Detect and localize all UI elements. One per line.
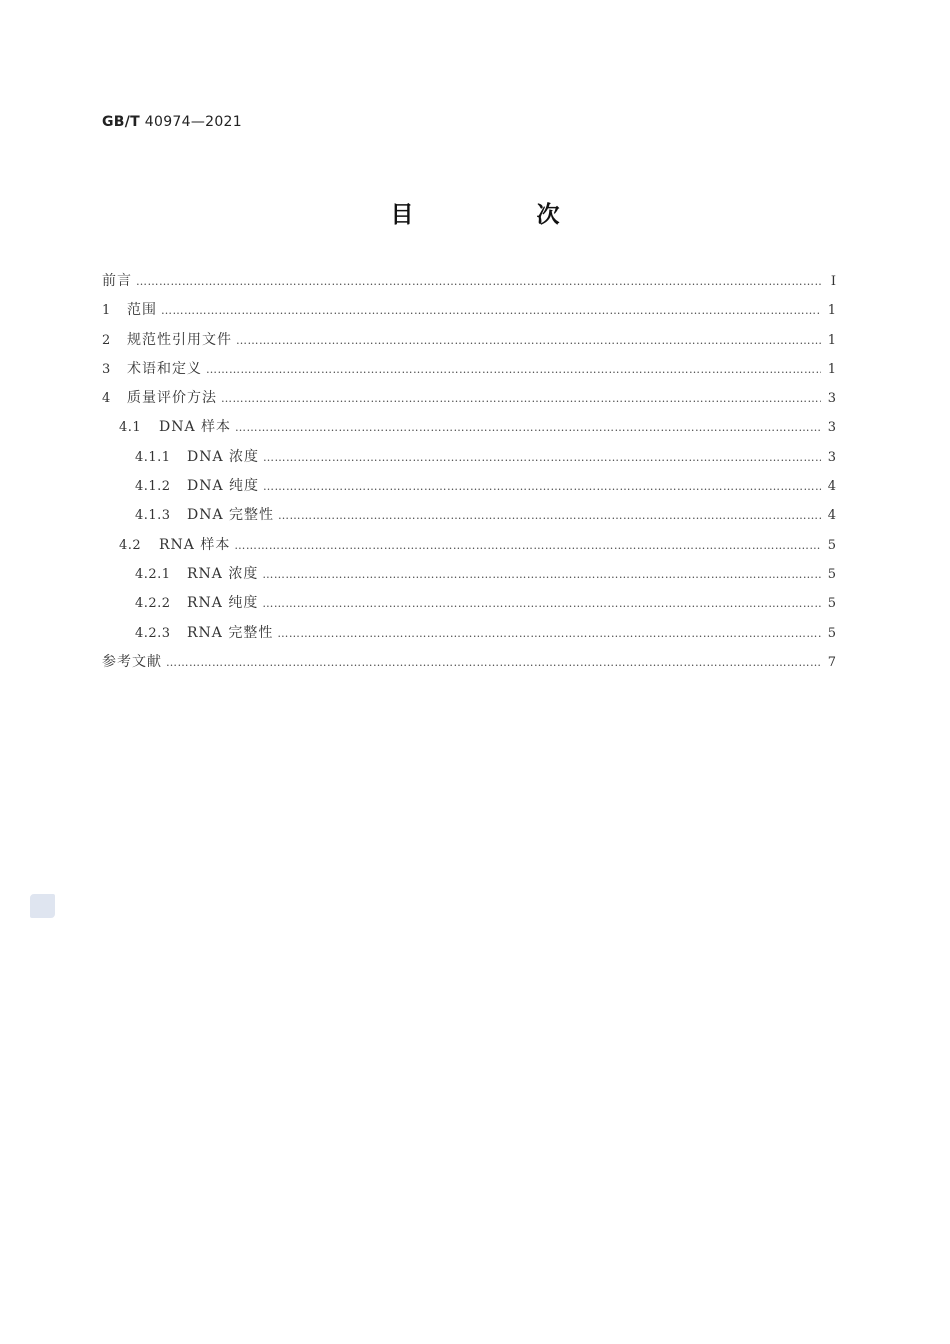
toc-dot-leader [262,568,821,581]
toc-entry[interactable] [102,446,837,475]
toc-entry[interactable] [102,592,837,621]
standard-code-prefix: GB/T [102,114,141,130]
toc-entry-page: 5 [827,537,837,553]
toc-entry-label: RNA 浓度 [187,565,259,582]
toc-entry-page: 3 [827,420,837,436]
toc-entry-page: 1 [827,303,837,319]
toc-entry-page: 5 [827,625,837,641]
toc-entry[interactable] [102,534,837,563]
toc-dot-leader [262,597,821,610]
toc-entry-label: DNA 浓度 [187,448,260,465]
toc-entry-label: 规范性引用文件 [127,331,232,348]
toc-entry-number: 4.2.1 [135,566,171,582]
toc-entry-label: RNA 纯度 [187,595,259,612]
toc-entry-page: 7 [827,654,837,670]
toc-entry-number: 4.2 [119,537,142,553]
toc-entry-number: 4.1.2 [135,479,171,495]
toc-entry-page: 1 [827,332,837,348]
toc-dot-leader [234,539,821,552]
toc-dot-leader [236,334,821,347]
toc-entry-page: Ⅰ [830,274,837,289]
toc-entry[interactable] [102,299,837,328]
toc-entry-number: 4.1 [119,420,142,436]
toc-entry[interactable] [102,475,837,504]
toc-entry[interactable] [102,358,837,387]
toc-entry-label: DNA 样本 [159,419,232,436]
standard-code [102,114,242,130]
toc-entry[interactable] [102,563,837,592]
toc-entry[interactable] [102,270,837,299]
toc-entry-page: 5 [827,566,837,582]
toc-entry-number: 2 [102,332,111,348]
toc-entry-label: 术语和定义 [127,360,202,377]
toc-dot-leader [161,304,821,317]
toc-entry-page: 4 [827,508,837,524]
toc-entry[interactable] [102,329,837,358]
toc-entry[interactable] [102,504,837,533]
toc-entry-label: 范围 [127,302,157,319]
toc-entry-number: 4.1.1 [135,449,171,465]
toc-entry-label: DNA 完整性 [187,507,275,524]
toc-entry-page: 3 [827,391,837,407]
standard-code-number: 40974—2021 [144,114,242,130]
toc-entry-number: 4.1.3 [135,508,171,524]
toc-dot-leader [277,627,821,640]
toc-dot-leader [136,275,821,288]
toc-dot-leader [263,480,821,493]
toc-dot-leader [263,451,821,464]
toc-title: 目 次 [390,202,610,228]
toc-entry-number: 3 [102,361,111,377]
table-of-contents [102,270,837,680]
toc-entry-page: 3 [827,449,837,465]
toc-entry-page: 5 [827,596,837,612]
toc-entry-number: 4.2.2 [135,596,171,612]
toc-entry-label: 前言 [102,273,132,289]
toc-dot-leader [278,509,821,522]
sac-logo-icon [30,894,55,918]
toc-entry[interactable] [102,416,837,445]
toc-entry-number: 4.2.3 [135,625,171,641]
toc-entry[interactable] [102,387,837,416]
toc-dot-leader [235,421,821,434]
toc-entry-number: 1 [102,303,111,319]
toc-entry-label: 参考文献 [102,653,162,670]
toc-entry-label: 质量评价方法 [127,390,217,407]
toc-entry-label: RNA 完整性 [187,624,274,641]
toc-entry[interactable] [102,622,837,651]
toc-entry-page: 4 [827,479,837,495]
toc-entry[interactable] [102,651,837,680]
toc-entry-number: 4 [102,391,111,407]
toc-entry-label: RNA 样本 [159,536,231,553]
toc-entry-label: DNA 纯度 [187,478,260,495]
toc-dot-leader [221,392,821,405]
toc-dot-leader [166,656,821,669]
toc-entry-page: 1 [827,361,837,377]
toc-dot-leader [206,363,821,376]
